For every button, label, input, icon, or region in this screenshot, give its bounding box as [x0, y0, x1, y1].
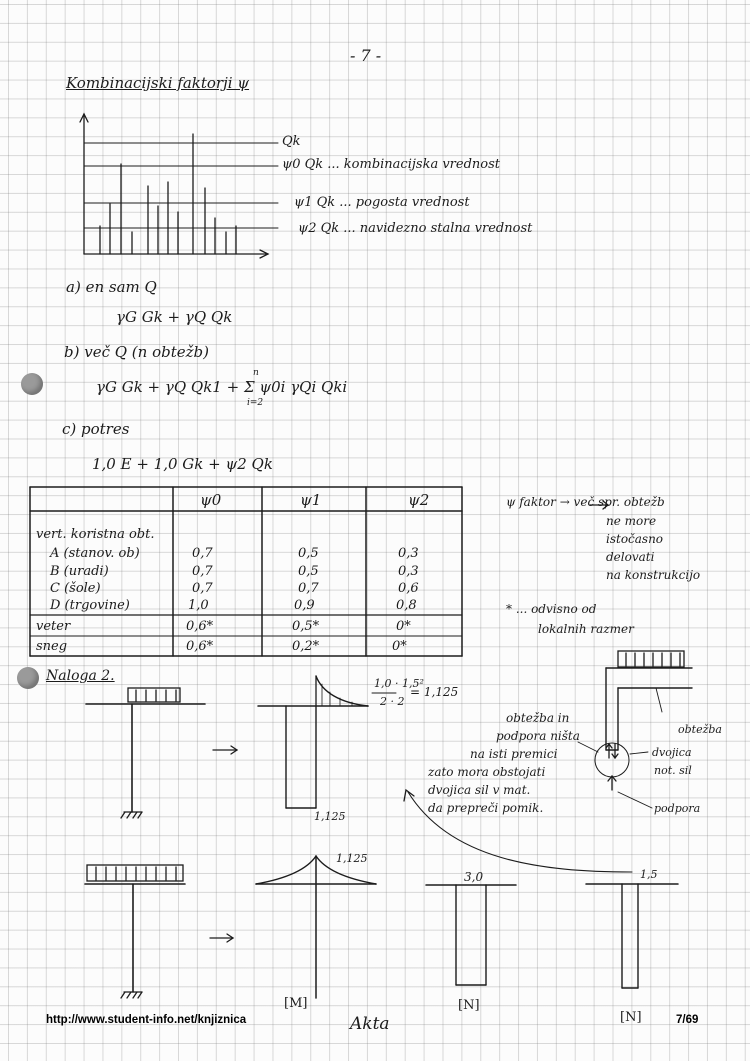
label-psi0-combination: ψ0 Qk ... kombinacijska vrednost — [282, 157, 500, 172]
table-cell: 0,5 — [298, 564, 319, 579]
table-cell: 0,5 — [298, 546, 319, 561]
table-cell: 0,2* — [292, 639, 320, 654]
table-cell: 0,9 — [294, 598, 315, 613]
sum-lower-limit: i=2 — [247, 398, 264, 408]
table-cell: 0,3 — [398, 564, 419, 579]
table-row-name: D (trgovine) — [50, 598, 130, 613]
case-a-formula: γG Gk + γQ Qk — [116, 308, 233, 326]
table-header-psi1: ψ1 — [300, 491, 322, 509]
table-row-name: C (šole) — [50, 581, 101, 596]
moment-expr-numerator: 1,0 · 1,5² — [374, 677, 424, 690]
case-c-formula: 1,0 E + 1,0 Gk + ψ2 Qk — [92, 455, 273, 473]
table-cell: 0,6 — [398, 581, 419, 596]
side-label-obtezba: obtežba — [678, 723, 722, 736]
explanation-line: da prepreči pomik. — [428, 801, 544, 815]
naloga-label: Naloga 2. — [46, 668, 115, 684]
explanation-line: dvojica sil v mat. — [428, 783, 531, 797]
explanation-line: podpora ništa — [496, 729, 580, 743]
label-psi2-quasi-permanent: ψ2 Qk ... navidezno stalna vrednost — [298, 221, 533, 236]
explanation-line: obtežba in — [506, 711, 570, 725]
table-cell: 0,6* — [186, 639, 214, 654]
moment-expr-denominator: 2 · 2 — [380, 695, 405, 708]
footer-logo: Akta — [350, 1014, 390, 1034]
label-psi1-frequent: ψ1 Qk ... pogosta vrednost — [294, 195, 470, 210]
case-b-formula: γG Gk + γQ Qk1 + Σ ψ0i γQi Qki — [96, 378, 348, 396]
side-note-star: lokalnih razmer — [538, 622, 634, 636]
table-header-psi0: ψ0 — [200, 491, 222, 509]
sum-upper-limit: n — [253, 368, 259, 378]
side-note-line: ne more — [606, 514, 657, 528]
table-cell: 0,7 — [192, 581, 213, 596]
label-qk: Qk — [282, 134, 301, 149]
side-label-dvojica: dvojica — [652, 746, 692, 759]
case-c-label: c) potres — [62, 420, 130, 438]
footer-page-number: 7/69 — [676, 1014, 699, 1026]
case-a-label: a) en sam Q — [66, 278, 157, 296]
page-title: Kombinacijski faktorji ψ — [66, 74, 250, 92]
table-row-name: B (uradi) — [50, 564, 109, 579]
table-cell: 0,8 — [396, 598, 417, 613]
explanation-line: zato mora obstojati — [428, 765, 546, 779]
table-header-psi2: ψ2 — [408, 491, 430, 509]
normal-value-1: 3,0 — [464, 870, 484, 884]
case-b-label: b) več Q (n obtežb) — [64, 343, 209, 361]
normal-value-2: 1,5 — [640, 868, 658, 881]
side-note-line: ψ faktor → več spr. obtežb — [506, 495, 665, 509]
table-row-name: A (stanov. ob) — [50, 546, 140, 561]
unit-normal-label-1: [N] — [458, 998, 480, 1013]
table-cell: 0,7 — [192, 564, 213, 579]
table-cell: 0* — [392, 639, 407, 654]
table-row-name: veter — [36, 619, 71, 634]
table-cell: 0,6* — [186, 619, 214, 634]
moment-value-2: 1,125 — [336, 852, 368, 865]
table-cell: 0* — [396, 619, 411, 634]
side-label-podpora: podpora — [654, 802, 701, 815]
moment-value-1: 1,125 — [314, 810, 346, 823]
table-cell: 0,7 — [298, 581, 319, 596]
moment-expr-result: = 1,125 — [410, 685, 459, 699]
table-cell: 0,5* — [292, 619, 320, 634]
table-cell: 1,0 — [188, 598, 209, 613]
table-cell: 0,3 — [398, 546, 419, 561]
side-note-line: delovati — [606, 550, 655, 564]
footer-url-link[interactable]: http://www.student-info.net/knjiznica — [46, 1014, 247, 1026]
side-note-star: * ... odvisno od — [506, 602, 597, 616]
side-note-line: na konstrukcijo — [606, 568, 701, 582]
side-note-line: istočasno — [606, 532, 664, 546]
explanation-line: na isti premici — [470, 747, 558, 761]
unit-moment-label: [M] — [284, 996, 308, 1011]
table-cell: 0,7 — [192, 546, 213, 561]
table-section-label: vert. koristna obt. — [36, 527, 155, 542]
table-row-name: sneg — [36, 639, 68, 654]
side-label-not-sil: not. sil — [654, 764, 692, 777]
unit-normal-label-2: [N] — [620, 1010, 642, 1025]
page-number: - 7 - — [350, 46, 382, 65]
